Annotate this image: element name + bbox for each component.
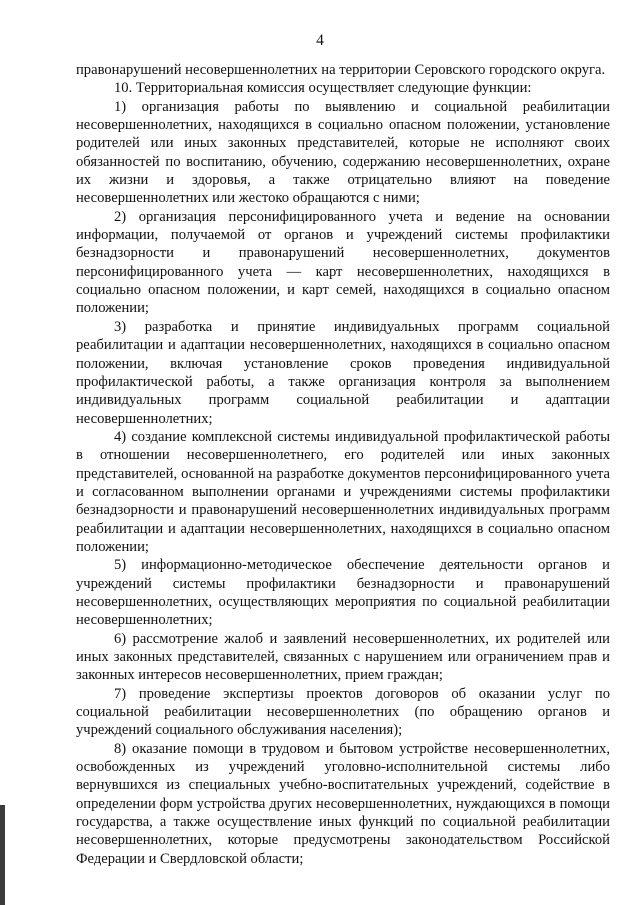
paragraph-item-8: 8) оказание помощи в трудовом и бытовом устройстве несовершеннолетних, освобожденных из учреждений уголовно-исполнительной системы либо вернувшихся из специальных учебно-воспитательных учреждений, содействие в определении форм устройства других несовершеннолетних, нуждающихся в помощи государства, а также осуществление иных функций по социальной реабилитации несовершеннолетних, которые предусмотрены законодательством Российской Федерации и Свердловской области;: [76, 740, 610, 867]
scan-edge-mark: [0, 805, 5, 905]
page-number: 4: [316, 32, 324, 49]
document-body: [76, 61, 610, 868]
paragraph-item-6: 6) рассмотрение жалоб и заявлений несовершеннолетних, их родителей или иных законных представителей, связанных с нарушением или ограничением прав и законных интересов несовершеннолетних, прием граждан;: [76, 630, 610, 684]
paragraph-section-10: 10. Территориальная комиссия осуществляет следующие функции:: [114, 80, 532, 97]
paragraph-continuation: правонарушений несовершеннолетних на территории Серовского городского округа.: [76, 62, 606, 78]
paragraph-item-2: 2) организация персонифицированного учета и ведение на основании информации, получаемой от органов и учреждений системы профилактики безнадзорности и правонарушений несовершеннолетних, документов персонифицированного учета — карт несовершеннолетних, находящихся в социально опасном положении, и карт семей, находящихся в социально опасном положении;: [76, 208, 610, 317]
paragraph-item-5: 5) информационно-методическое обеспечение деятельности органов и учреждений системы профилактики безнадзорности и правонарушений несовершеннолетних, осуществляющих мероприятия по социальной реабилитации несовершеннолетних;: [76, 557, 610, 629]
paragraph-item-7: 7) проведение экспертизы проектов договоров об оказании услуг по социальной реабилитации несовершеннолетних (по обращению органов и учреждений социального обслуживания населения);: [76, 685, 610, 739]
paragraph-item-4: 4) создание комплексной системы индивидуальной профилактической работы в отношении несовершеннолетнего, его родителей или иных законных представителей, основанной на разработке документов персонифицированного учета и согласованном выполнении органами и учреждениями системы профилактики безнадзорности и правонарушений несовершеннолетних индивидуальных программ реабилитации и адаптации несовершеннолетних, находящихся в социально опасном положении;: [76, 428, 610, 555]
paragraph-item-1: 1) организация работы по выявлению и социальной реабилитации несовершеннолетних, находящихся в социально опасном положении, установление родителей или иных законных представителей, которые не исполняют своих обязанностей по воспитанию, обучению, содержанию несовершеннолетних, охране их жизни и здоровья, а также отрицательно влияют на поведение несовершеннолетних или жестоко обращаются с ними;: [76, 98, 610, 207]
paragraph-item-3: 3) разработка и принятие индивидуальных программ социальной реабилитации и адаптации несовершеннолетних, находящихся в социально опасном положении, включая установление сроков проведения индивидуальной профилактической работы, а также организация контроля за выполнением индивидуальных программ социальной реабилитации и адаптации несовершеннолетних;: [76, 318, 610, 427]
